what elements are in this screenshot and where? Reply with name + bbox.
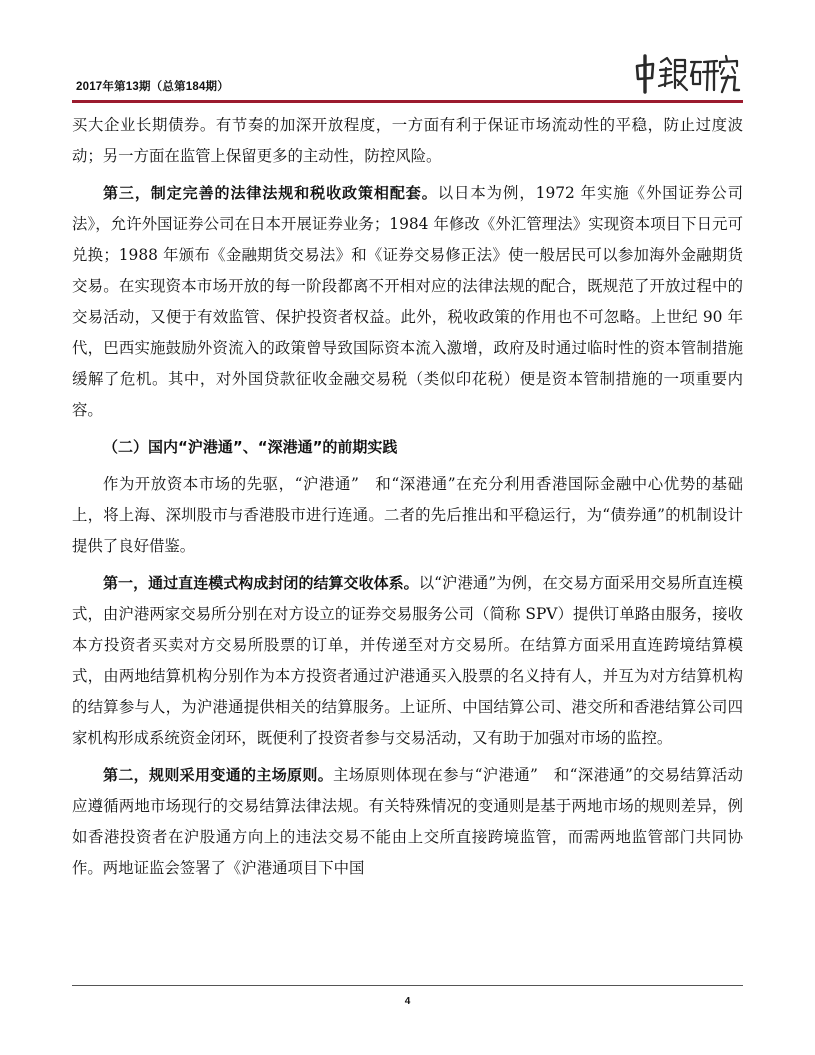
header-rule bbox=[72, 100, 743, 103]
paragraph-lead: 第三，制定完善的法律法规和税收政策相配套。 bbox=[103, 184, 438, 202]
section-title: （二）国内“沪港通”、“深港通”的前期实践 bbox=[103, 438, 398, 456]
paragraph bbox=[72, 178, 743, 426]
paragraph-text: 作为开放资本市场的先驱，“沪港通” 和“深港通”在充分利用香港国际金融中心优势的基础上，将上海、深圳股市与香港股市进行连通。二者的先后推出和平稳运行，为“债券通”的机制设计提供了良好借鉴。 bbox=[72, 475, 743, 555]
paragraph-lead: 第二，规则采用变通的主场原则。 bbox=[103, 766, 334, 784]
logo-image bbox=[631, 52, 741, 96]
paragraph bbox=[72, 469, 743, 562]
paragraph-lead: 第一，通过直连模式构成封闭的结算交收体系。 bbox=[103, 574, 419, 592]
paragraph-text: 主场原则体现在参与“沪港通” 和“深港通”的交易结算活动应遵循两地市场现行的交易结算法律法规。有关特殊情况的变通则是基于两地市场的规则差异，例如香港投资者在沪股通方向上的违法交易不能由上交所直接跨境监管，而需两地监管部门共同协作。两地证监会签署了《沪港通项目下中国 bbox=[72, 766, 743, 877]
issue-label: 2017年第13期（总第184期） bbox=[76, 81, 229, 93]
logo-calligraphy-icon bbox=[631, 52, 741, 96]
paragraph bbox=[72, 760, 743, 884]
page-header bbox=[72, 52, 743, 100]
paragraph-text: 买大企业长期债券。有节奏的加深开放程度，一方面有利于保证市场流动性的平稳，防止过度波动；另一方面在监管上保留更多的主动性，防控风险。 bbox=[72, 116, 743, 165]
paragraph bbox=[72, 568, 743, 754]
footer-rule bbox=[72, 985, 743, 986]
article-body bbox=[72, 110, 743, 884]
page-number: 4 bbox=[404, 996, 411, 1007]
paragraph-text: 以“沪港通”为例，在交易方面采用交易所直连模式，由沪港两家交易所分别在对方设立的证券交易服务公司（简称 SPV）提供订单路由服务，接收本方投资者买卖对方交易所股票的订单，并传递至对方交易所。在结算方面采用直连跨境结算模式，由两地结算机构分别作为本方投资者通过沪港通买入股票的名义持有人，并互为对方结算机构的结算参与人，为沪港通提供相关的结算服务。上证所、中国结算公司、港交所和香港结算公司四家机构形成系统资金闭环，既便利了投资者参与交易活动，又有助于加强对市场的监控。 bbox=[72, 574, 743, 747]
paragraph bbox=[72, 110, 743, 172]
paragraph-text: 以日本为例，1972 年实施《外国证券公司法》，允许外国证券公司在日本开展证券业务；1984 年修改《外汇管理法》实现资本项目下日元可兑换；1988 年颁布《金融期货交易法》和《证券交易修正法》使一般居民可以参加海外金融期货交易。在实现资本市场开放的每一阶段都离不开相对应的法律法规的配合，既规范了开放过程中的交易活动，又便于有效监管、保护投资者权益。此外，税收政策的作用也不可忽略。上世纪 90 年代，巴西实施鼓励外资流入的政策曾导致国际资本流入激增，政府及时通过临时性的资本管制措施缓解了危机。其中，对外国贷款征收金融交易税（类似印花税）便是资本管制措施的一项重要内容。 bbox=[72, 184, 743, 419]
